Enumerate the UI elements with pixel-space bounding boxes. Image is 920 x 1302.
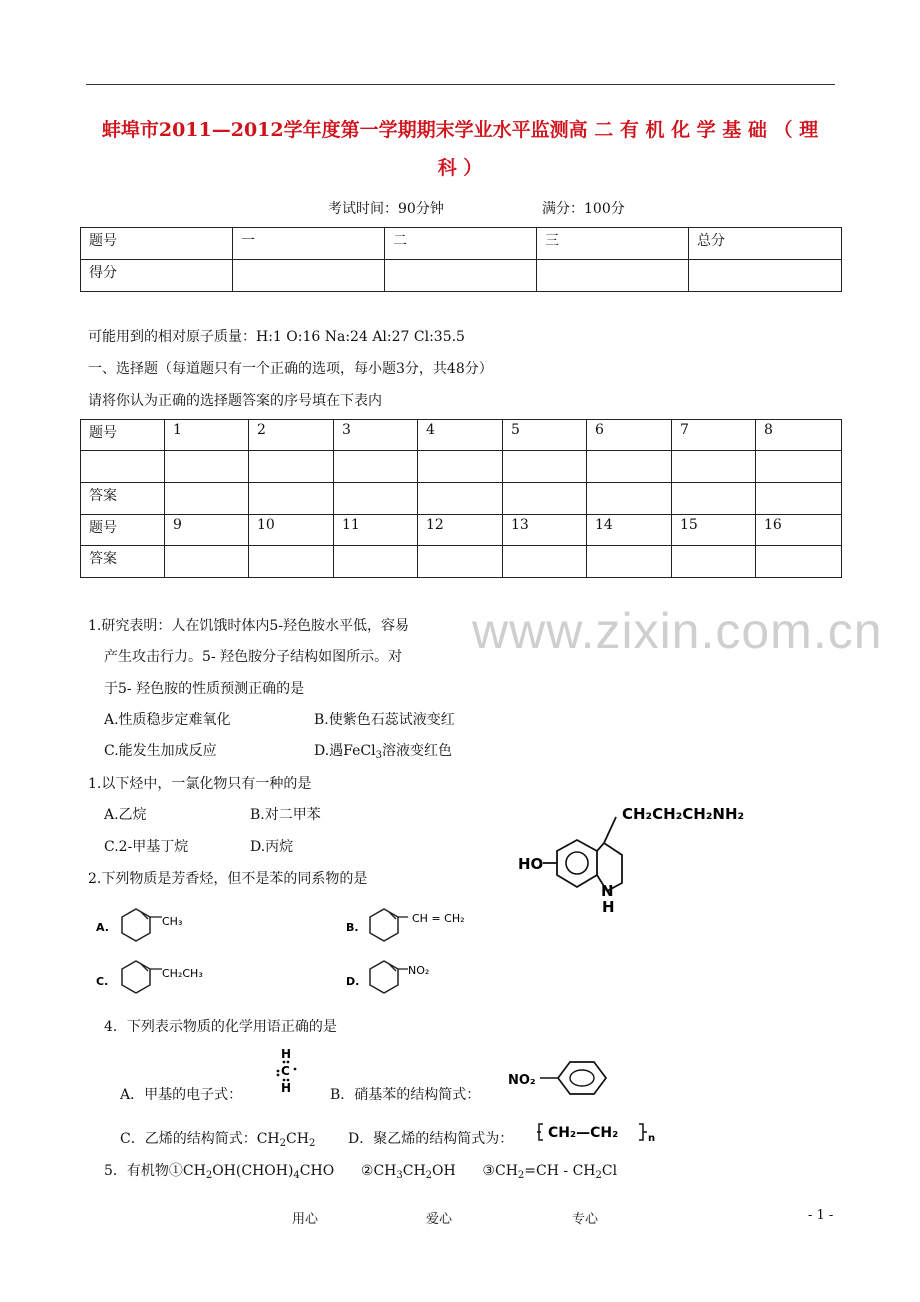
answer-cell[interactable] [756,546,842,578]
benzene-ring-icon [370,909,398,941]
q2-d-substituent: NO₂ [408,964,430,977]
q1-stem-2: 产生攻击行力。5- 羟色胺分子结构如图所示。对 [104,649,403,665]
question-number: 8 [756,420,842,451]
atomic-mass-note: 可能用到的相对原子质量：H:1 O:16 Na:24 Al:27 Cl:35.5 [88,329,465,345]
q1b-option-d: D.丙烷 [250,839,294,855]
blank-cell [81,451,165,483]
ed-h-bottom: H [281,1081,292,1095]
q2-a-substituent: CH₃ [162,915,183,928]
q5-stem: 5．有机物$①CH_2OH(CHOH)_4CHO$ $②CH_3CH_2OH$ $③CH_2=CH - CH_2Cl$ [104,1163,618,1181]
answer-cell[interactable] [249,483,334,515]
question-number: 1 [165,420,249,451]
ed-c: C [281,1064,290,1078]
answer-cell[interactable] [672,546,756,578]
answer-cell[interactable] [249,546,334,578]
side-chain-label: CH₂CH₂CH₂NH₂ [622,805,745,823]
question-number: 6 [587,420,672,451]
score-header-cell: 二 [385,228,537,260]
answer-cell[interactable] [418,451,503,483]
answer-cell[interactable] [334,546,418,578]
answer-cell[interactable] [418,546,503,578]
exam-title-cont: 科 ） [437,157,483,179]
q2-structures [90,895,510,1010]
footer-yongxin: 用心 [292,1212,319,1227]
benzene-ring-icon [370,961,398,993]
score-cell[interactable] [233,260,385,292]
exam-title: 蚌埠市2011—2012学年度第一学期期末学业水平监测高 二 有 机 化 学 基 础 （ 理 [101,119,819,141]
answer-cell[interactable] [672,451,756,483]
q2-b-label: B. [346,921,359,934]
q2-a-label: A. [96,921,109,934]
full-score: 满分：100分 [542,201,625,217]
answer-cell[interactable] [587,451,672,483]
answer-cell[interactable] [165,483,249,515]
question-number: 15 [672,515,756,546]
q4-stem: 4．下列表示物质的化学用语正确的是 [104,1019,337,1035]
question-number: 14 [587,515,672,546]
question-number: 2 [249,420,334,451]
answer-cell[interactable] [165,451,249,483]
q4-option-c: C．乙烯的结构简式：$CH_2CH_2$ [120,1131,316,1149]
score-row-label: 得分 [81,260,233,292]
question-number: 3 [334,420,418,451]
benzene-ring-icon [122,909,150,941]
question-number: 4 [418,420,503,451]
q1b-option-a: A.乙烷 [104,807,147,823]
question-number: 13 [503,515,587,546]
nitrobenzene-structure [506,1056,616,1100]
q4-option-a: A．甲基的电子式： [120,1087,243,1103]
benzene-ring-icon [122,961,150,993]
watermark: www.zixin.com.cn [472,603,883,659]
question-number: 11 [334,515,418,546]
q1-stem-1: 1.研究表明：人在饥饿时体内5-羟色胺水平低，容易 [88,618,409,634]
answer-label: 答案 [81,546,165,578]
answer-cell[interactable] [334,451,418,483]
answer-cell[interactable] [587,483,672,515]
q1-option-a: A.性质稳步定难氧化 [104,712,231,728]
q4-option-b: B．硝基苯的结构简式： [330,1087,481,1103]
answer-cell[interactable] [756,451,842,483]
q1b-option-b: B.对二甲苯 [250,807,321,823]
question-number: 9 [165,515,249,546]
score-cell[interactable] [689,260,842,292]
score-cell[interactable] [537,260,689,292]
polyethylene-structure [535,1118,660,1148]
answer-cell[interactable] [672,483,756,515]
section-instruction: 请将你认为正确的选择题答案的序号填在下表内 [88,393,382,409]
answer-cell[interactable] [503,546,587,578]
answer-cell[interactable] [165,546,249,578]
question-number: 12 [418,515,503,546]
answer-label: 题号 [81,515,165,546]
q1b-stem: 1.以下烃中，一氯化物只有一种的是 [88,776,312,792]
score-cell[interactable] [385,260,537,292]
q1b-option-c: C.2-甲基丁烷 [104,839,189,855]
answer-cell[interactable] [503,483,587,515]
q4-option-d: D．聚乙烯的结构简式为： [348,1131,514,1147]
q1-option-c: C.能发生加成反应 [104,743,217,759]
methyl-electron-formula [270,1046,310,1096]
amine-n-label: N [601,882,614,900]
benzene-ring-icon [558,1062,606,1094]
section-heading: 一、选择题（每道题只有一个正确的选项，每小题3分，共48分） [88,361,493,377]
answer-cell[interactable] [503,451,587,483]
answer-cell[interactable] [334,483,418,515]
question-number: 5 [503,420,587,451]
pe-n: n [648,1133,656,1144]
q1-option-b: B.使紫色石蕊试液变红 [314,712,455,728]
score-table [80,227,842,292]
question-number: 10 [249,515,334,546]
answer-cell[interactable] [249,451,334,483]
answer-label: 答案 [81,483,165,515]
question-number: 16 [756,515,842,546]
q2-stem: 2.下列物质是芳香烃，但不是苯的同系物的是 [88,871,368,887]
amine-h-label: H [602,898,615,915]
ed-h-top: H [281,1047,292,1061]
answer-cell[interactable] [418,483,503,515]
q1-stem-3: 于5- 羟色胺的性质预测正确的是 [104,681,305,697]
pe-repeat-unit: CH₂—CH₂ [548,1125,619,1141]
q2-b-substituent: CH = CH₂ [412,912,465,925]
serotonin-structure [512,795,762,915]
answer-cell[interactable] [587,546,672,578]
footer-zhuanxin: 专心 [572,1212,599,1227]
score-header-cell: 总分 [689,228,842,260]
q2-c-substituent: CH₂CH₃ [162,967,203,980]
answer-label: 题号 [81,420,165,451]
answer-cell[interactable] [756,483,842,515]
page-number: - 1 - [808,1208,834,1223]
score-header-cell: 三 [537,228,689,260]
score-header-cell: 题号 [81,228,233,260]
footer-aixin: 爱心 [426,1212,453,1227]
q2-d-label: D. [346,975,360,988]
q2-c-label: C. [96,975,109,988]
q1-option-d: D.遇FeCl$_3$溶液变红色 [314,743,452,761]
header-rule [86,84,835,85]
hydroxy-label: HO [518,855,544,873]
score-header-cell: 一 [233,228,385,260]
nitro-label: NO₂ [508,1073,536,1088]
exam-time: 考试时间：90分钟 [328,201,444,217]
question-number: 7 [672,420,756,451]
answer-table [80,419,842,578]
